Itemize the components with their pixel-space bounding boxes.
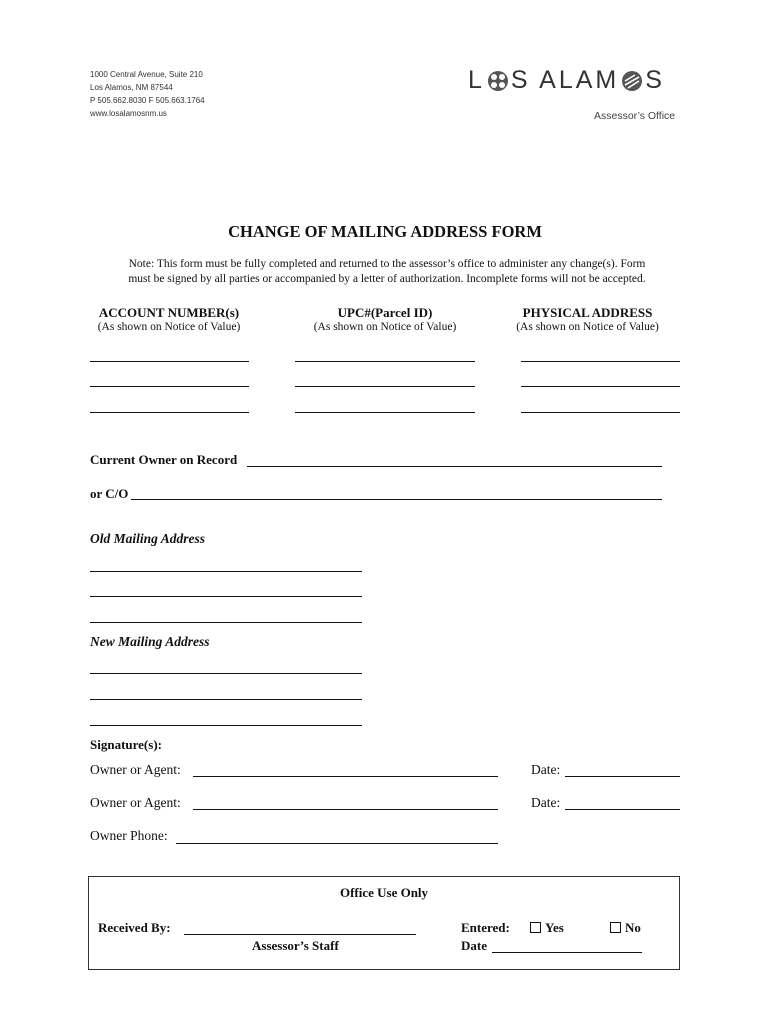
date-label-2: Date:	[531, 795, 561, 810]
account-number-heading: ACCOUNT NUMBER(s)	[98, 305, 240, 320]
care-of-field[interactable]	[131, 499, 662, 500]
logo-text-part1: L	[468, 66, 485, 94]
yes-label: Yes	[545, 920, 564, 935]
entered-no-option[interactable]	[610, 920, 641, 936]
yes-checkbox[interactable]	[530, 922, 541, 933]
phone-fax-line: P 505.662.8030 F 505.663.1764	[90, 96, 205, 105]
los-alamos-logo	[468, 66, 665, 95]
entered-date-field[interactable]	[492, 952, 642, 953]
office-use-box	[88, 876, 680, 970]
physical-address-heading: PHYSICAL ADDRESS	[522, 305, 653, 320]
date-label-1: Date:	[531, 762, 561, 777]
owner-agent-signature-field-2[interactable]	[193, 809, 498, 810]
office-use-title: Office Use Only	[339, 885, 429, 900]
owner-agent-label-1: Owner or Agent:	[90, 762, 181, 777]
entered-yes-option[interactable]	[530, 920, 564, 936]
logo-text-part2: S ALAM	[510, 66, 620, 94]
current-owner-label: Current Owner on Record	[90, 452, 238, 467]
physical-address-subheading: (As shown on Notice of Value)	[516, 321, 659, 333]
care-of-label: or C/O	[90, 486, 129, 501]
owner-phone-field[interactable]	[176, 843, 498, 844]
account-number-field-3[interactable]	[90, 412, 249, 413]
logo-leaf-icon	[621, 70, 643, 92]
physical-address-field-2[interactable]	[521, 386, 680, 387]
current-owner-field[interactable]	[247, 466, 662, 467]
new-address-line-1[interactable]	[90, 673, 362, 674]
upc-field-3[interactable]	[295, 412, 475, 413]
new-address-line-3[interactable]	[90, 725, 362, 726]
date-field-2[interactable]	[565, 809, 680, 810]
date-field-1[interactable]	[565, 776, 680, 777]
old-mailing-address-label: Old Mailing Address	[90, 531, 206, 546]
old-address-line-3[interactable]	[90, 622, 362, 623]
logo-text-part3: S	[645, 66, 665, 94]
signatures-label: Signature(s):	[90, 737, 162, 752]
owner-phone-label: Owner Phone:	[90, 828, 168, 843]
no-label: No	[625, 920, 641, 935]
address-line-1: 1000 Central Avenue, Suite 210	[90, 70, 203, 79]
no-checkbox[interactable]	[610, 922, 621, 933]
upc-heading: UPC#(Parcel ID)	[337, 305, 433, 320]
note-line-1: Note: This form must be fully completed and returned to the assessor’s office to administer any change(s). Form	[128, 258, 646, 270]
assessor-staff-label: Assessor’s Staff	[252, 938, 339, 953]
account-number-field-1[interactable]	[90, 361, 249, 362]
form-title: CHANGE OF MAILING ADDRESS FORM	[228, 222, 542, 241]
owner-agent-signature-field-1[interactable]	[193, 776, 498, 777]
entered-date-label: Date	[461, 938, 487, 953]
form-note	[92, 257, 682, 287]
upc-field-2[interactable]	[295, 386, 475, 387]
old-address-line-2[interactable]	[90, 596, 362, 597]
received-by-field[interactable]	[184, 934, 416, 935]
new-mailing-address-label: New Mailing Address	[90, 634, 210, 649]
office-address-block	[90, 68, 205, 120]
logo-circle-icon	[487, 70, 509, 92]
account-number-subheading: (As shown on Notice of Value)	[97, 321, 241, 333]
new-address-line-2[interactable]	[90, 699, 362, 700]
upc-field-1[interactable]	[295, 361, 475, 362]
entered-label: Entered:	[461, 920, 510, 935]
received-by-label: Received By:	[98, 920, 171, 935]
old-address-line-1[interactable]	[90, 571, 362, 572]
physical-address-field-1[interactable]	[521, 361, 680, 362]
account-number-field-2[interactable]	[90, 386, 249, 387]
department-name: Assessor’s Office	[594, 110, 676, 122]
website-text: www.losalamosnm.us	[90, 109, 167, 118]
physical-address-field-3[interactable]	[521, 412, 680, 413]
upc-subheading: (As shown on Notice of Value)	[313, 321, 457, 333]
owner-agent-label-2: Owner or Agent:	[90, 795, 181, 810]
note-line-2: must be signed by all parties or accompanied by a letter of authorization. Incomplete forms will not be accepted.	[128, 273, 646, 285]
address-line-2: Los Alamos, NM 87544	[90, 83, 173, 92]
